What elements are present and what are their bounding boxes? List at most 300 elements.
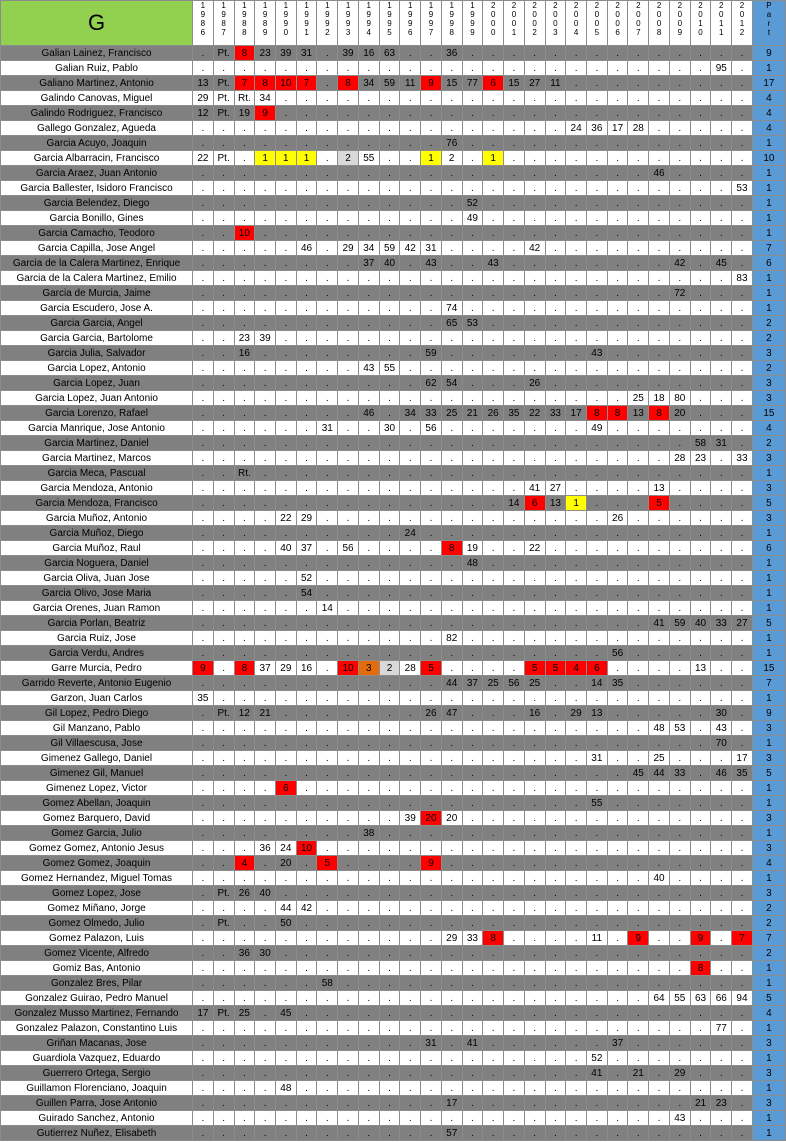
result-cell: . xyxy=(234,241,255,256)
result-cell: . xyxy=(483,661,504,676)
result-cell: . xyxy=(400,1111,421,1126)
result-cell: . xyxy=(421,1021,442,1036)
result-cell: . xyxy=(193,826,214,841)
result-cell: . xyxy=(483,766,504,781)
result-cell: . xyxy=(690,76,711,91)
result-cell: . xyxy=(690,286,711,301)
result-cell: . xyxy=(483,586,504,601)
result-cell: . xyxy=(338,286,359,301)
result-cell: . xyxy=(483,166,504,181)
participation-count: 1 xyxy=(752,466,785,481)
result-cell: . xyxy=(317,256,338,271)
result-cell: . xyxy=(711,841,732,856)
result-cell: 82 xyxy=(441,631,462,646)
result-cell: . xyxy=(275,106,296,121)
result-cell: . xyxy=(358,451,379,466)
result-cell: . xyxy=(317,196,338,211)
result-cell: . xyxy=(317,406,338,421)
result-cell: Rt. xyxy=(234,466,255,481)
result-cell: . xyxy=(628,61,649,76)
result-cell: . xyxy=(421,331,442,346)
year-header-1999: 1 9 9 9 xyxy=(462,1,483,46)
result-cell: . xyxy=(296,346,317,361)
participation-count: 3 xyxy=(752,376,785,391)
person-name: Galindo Canovas, Miguel xyxy=(1,91,193,106)
table-row xyxy=(1,706,786,721)
result-cell: . xyxy=(400,361,421,376)
result-cell: . xyxy=(566,391,587,406)
result-cell: . xyxy=(234,61,255,76)
result-cell: . xyxy=(193,166,214,181)
result-cell: . xyxy=(483,1066,504,1081)
result-cell: 36 xyxy=(586,121,607,136)
result-cell: . xyxy=(358,226,379,241)
result-cell: 46 xyxy=(296,241,317,256)
result-cell: . xyxy=(296,481,317,496)
table-row xyxy=(1,481,786,496)
result-cell: . xyxy=(462,856,483,871)
result-cell: . xyxy=(275,1096,296,1111)
result-cell: . xyxy=(400,1006,421,1021)
result-cell: . xyxy=(586,616,607,631)
result-cell: . xyxy=(669,916,690,931)
person-name: Gimenez Gil, Manuel xyxy=(1,766,193,781)
result-cell: . xyxy=(607,601,628,616)
result-cell: . xyxy=(669,976,690,991)
result-cell: . xyxy=(566,1111,587,1126)
result-cell: . xyxy=(586,976,607,991)
result-cell: 25 xyxy=(524,676,545,691)
result-cell: . xyxy=(338,946,359,961)
table-row xyxy=(1,916,786,931)
result-cell: 83 xyxy=(732,271,753,286)
result-cell: . xyxy=(193,241,214,256)
result-cell: . xyxy=(483,1051,504,1066)
result-cell: . xyxy=(255,1006,276,1021)
result-cell: . xyxy=(669,541,690,556)
table-row xyxy=(1,676,786,691)
result-cell: . xyxy=(441,1051,462,1066)
result-cell: . xyxy=(504,541,525,556)
result-cell: . xyxy=(358,916,379,931)
year-header-2007: 2 0 0 7 xyxy=(628,1,649,46)
result-cell: . xyxy=(358,196,379,211)
participation-count: 3 xyxy=(752,391,785,406)
result-cell: . xyxy=(628,166,649,181)
result-cell: . xyxy=(607,841,628,856)
result-cell: . xyxy=(566,316,587,331)
result-cell: . xyxy=(545,271,566,286)
result-cell: . xyxy=(669,196,690,211)
result-cell: . xyxy=(234,376,255,391)
result-cell: . xyxy=(213,796,234,811)
result-cell: . xyxy=(421,601,442,616)
year-header-2003: 2 0 0 3 xyxy=(545,1,566,46)
result-cell: . xyxy=(338,631,359,646)
result-cell: . xyxy=(504,571,525,586)
result-cell: . xyxy=(524,1021,545,1036)
result-cell: . xyxy=(379,931,400,946)
result-cell: . xyxy=(358,586,379,601)
result-cell: . xyxy=(255,316,276,331)
result-cell: . xyxy=(524,331,545,346)
person-name: Gonzalez Palazon, Constantino Luis xyxy=(1,1021,193,1036)
result-cell: . xyxy=(296,331,317,346)
result-cell: . xyxy=(400,541,421,556)
table-row xyxy=(1,1126,786,1141)
participation-count: 4 xyxy=(752,106,785,121)
year-header-1995: 1 9 9 5 xyxy=(379,1,400,46)
participation-count: 7 xyxy=(752,241,785,256)
result-cell: . xyxy=(483,196,504,211)
result-cell: 25 xyxy=(628,391,649,406)
result-cell: . xyxy=(255,631,276,646)
result-cell: . xyxy=(607,916,628,931)
result-cell: . xyxy=(649,931,670,946)
result-cell: . xyxy=(483,946,504,961)
result-cell: . xyxy=(275,886,296,901)
result-cell: 54 xyxy=(441,376,462,391)
result-cell: . xyxy=(545,676,566,691)
year-header-2006: 2 0 0 6 xyxy=(607,1,628,46)
result-cell: . xyxy=(193,211,214,226)
result-cell: 42 xyxy=(524,241,545,256)
result-cell: . xyxy=(628,466,649,481)
result-cell: . xyxy=(545,766,566,781)
result-cell: . xyxy=(607,571,628,586)
result-cell: . xyxy=(669,1081,690,1096)
result-cell: . xyxy=(649,286,670,301)
participation-count: 1 xyxy=(752,181,785,196)
result-cell: . xyxy=(338,256,359,271)
result-cell: . xyxy=(690,841,711,856)
result-cell: . xyxy=(607,286,628,301)
result-cell: . xyxy=(338,331,359,346)
result-cell: . xyxy=(607,586,628,601)
result-cell: . xyxy=(669,1096,690,1111)
result-cell: . xyxy=(711,511,732,526)
result-cell: . xyxy=(317,511,338,526)
result-cell: . xyxy=(213,316,234,331)
result-cell: . xyxy=(711,331,732,346)
result-cell: . xyxy=(317,901,338,916)
result-cell: . xyxy=(462,1096,483,1111)
result-cell: . xyxy=(275,466,296,481)
result-cell: 35 xyxy=(607,676,628,691)
result-cell: . xyxy=(193,1111,214,1126)
result-cell: . xyxy=(358,1036,379,1051)
result-cell: . xyxy=(296,376,317,391)
result-cell: . xyxy=(483,511,504,526)
result-cell: . xyxy=(483,496,504,511)
result-cell: . xyxy=(213,751,234,766)
result-cell: . xyxy=(317,766,338,781)
result-cell: . xyxy=(296,1081,317,1096)
result-cell: . xyxy=(545,811,566,826)
result-cell: . xyxy=(317,271,338,286)
result-cell: . xyxy=(566,1051,587,1066)
result-cell: . xyxy=(462,961,483,976)
result-cell: . xyxy=(213,1111,234,1126)
result-cell: . xyxy=(711,931,732,946)
result-cell: . xyxy=(607,76,628,91)
result-cell: . xyxy=(193,271,214,286)
result-cell: . xyxy=(400,226,421,241)
result-cell: . xyxy=(649,1111,670,1126)
result-cell: . xyxy=(607,1081,628,1096)
person-name: Garcia Escudero, Jose A. xyxy=(1,301,193,316)
result-cell: . xyxy=(586,916,607,931)
result-cell: . xyxy=(296,211,317,226)
result-cell: . xyxy=(649,901,670,916)
participation-count: 1 xyxy=(752,226,785,241)
result-cell: . xyxy=(649,781,670,796)
result-cell: . xyxy=(524,736,545,751)
result-cell: . xyxy=(504,1021,525,1036)
result-cell: . xyxy=(566,211,587,226)
result-cell: . xyxy=(524,901,545,916)
result-cell: . xyxy=(421,571,442,586)
result-cell: . xyxy=(255,571,276,586)
result-cell: . xyxy=(400,871,421,886)
result-cell: . xyxy=(358,706,379,721)
result-cell: . xyxy=(711,796,732,811)
result-cell: . xyxy=(462,571,483,586)
result-cell: . xyxy=(338,1021,359,1036)
result-cell: . xyxy=(400,556,421,571)
result-cell: . xyxy=(400,946,421,961)
result-cell: . xyxy=(421,91,442,106)
result-cell: . xyxy=(628,646,649,661)
result-cell: . xyxy=(213,961,234,976)
result-cell: . xyxy=(607,1066,628,1081)
result-cell: . xyxy=(607,1096,628,1111)
result-cell: . xyxy=(483,751,504,766)
table-row xyxy=(1,1066,786,1081)
result-cell: 94 xyxy=(732,991,753,1006)
result-cell: . xyxy=(628,181,649,196)
result-cell: . xyxy=(400,796,421,811)
result-cell: . xyxy=(690,676,711,691)
result-cell: . xyxy=(213,301,234,316)
result-cell: . xyxy=(338,586,359,601)
result-cell: . xyxy=(379,586,400,601)
result-cell: . xyxy=(379,451,400,466)
result-cell: . xyxy=(545,166,566,181)
result-cell: . xyxy=(483,541,504,556)
result-cell: . xyxy=(607,946,628,961)
result-cell: . xyxy=(255,916,276,931)
result-cell: . xyxy=(732,286,753,301)
table-row xyxy=(1,751,786,766)
result-cell: . xyxy=(545,631,566,646)
result-cell: . xyxy=(421,616,442,631)
result-cell: . xyxy=(400,391,421,406)
result-cell: . xyxy=(483,706,504,721)
result-cell: . xyxy=(711,961,732,976)
result-cell: . xyxy=(234,766,255,781)
result-cell: . xyxy=(193,796,214,811)
result-cell: . xyxy=(441,1036,462,1051)
result-cell: . xyxy=(421,976,442,991)
result-cell: . xyxy=(586,316,607,331)
result-cell: . xyxy=(545,871,566,886)
result-cell: . xyxy=(213,541,234,556)
result-cell: . xyxy=(711,406,732,421)
result-cell: 25 xyxy=(441,406,462,421)
result-cell: . xyxy=(586,181,607,196)
result-cell: . xyxy=(338,346,359,361)
result-cell: . xyxy=(711,661,732,676)
result-cell: . xyxy=(586,391,607,406)
result-cell: . xyxy=(649,976,670,991)
result-cell: 39 xyxy=(255,331,276,346)
table-row xyxy=(1,61,786,76)
result-cell: 5 xyxy=(421,661,442,676)
result-cell: 26 xyxy=(483,406,504,421)
result-cell: . xyxy=(193,991,214,1006)
result-cell: . xyxy=(628,826,649,841)
result-cell: . xyxy=(504,361,525,376)
result-cell: . xyxy=(545,256,566,271)
result-cell: . xyxy=(338,721,359,736)
result-cell: . xyxy=(566,226,587,241)
result-cell: . xyxy=(400,316,421,331)
result-cell: . xyxy=(421,361,442,376)
result-cell: . xyxy=(628,91,649,106)
result-cell: . xyxy=(338,136,359,151)
result-cell: . xyxy=(649,91,670,106)
result-cell: . xyxy=(566,241,587,256)
result-cell: . xyxy=(275,91,296,106)
result-cell: 76 xyxy=(441,136,462,151)
result-cell: . xyxy=(255,256,276,271)
result-cell: . xyxy=(504,1081,525,1096)
result-cell: . xyxy=(690,226,711,241)
result-cell: . xyxy=(690,751,711,766)
result-cell: . xyxy=(483,646,504,661)
result-cell: . xyxy=(379,601,400,616)
result-cell: . xyxy=(462,466,483,481)
result-cell: . xyxy=(462,601,483,616)
result-cell: . xyxy=(441,451,462,466)
result-cell: . xyxy=(358,1081,379,1096)
result-cell: . xyxy=(586,571,607,586)
result-cell: . xyxy=(545,211,566,226)
table-row xyxy=(1,1051,786,1066)
result-cell: . xyxy=(690,481,711,496)
result-cell: . xyxy=(234,511,255,526)
result-cell: . xyxy=(421,886,442,901)
result-cell: . xyxy=(669,481,690,496)
result-cell: . xyxy=(400,151,421,166)
result-cell: . xyxy=(358,271,379,286)
result-cell: . xyxy=(545,931,566,946)
result-cell: . xyxy=(628,691,649,706)
result-cell: . xyxy=(649,436,670,451)
result-cell: . xyxy=(400,211,421,226)
result-cell: . xyxy=(441,886,462,901)
result-cell: . xyxy=(545,1036,566,1051)
result-cell: . xyxy=(421,196,442,211)
result-cell: . xyxy=(338,1051,359,1066)
result-cell: 26 xyxy=(524,376,545,391)
result-cell: . xyxy=(400,766,421,781)
result-cell: . xyxy=(483,136,504,151)
result-cell: . xyxy=(586,781,607,796)
result-cell: . xyxy=(379,211,400,226)
result-cell: . xyxy=(690,421,711,436)
result-cell: . xyxy=(213,61,234,76)
result-cell: . xyxy=(213,976,234,991)
result-cell: . xyxy=(545,421,566,436)
result-cell: . xyxy=(255,691,276,706)
result-cell: . xyxy=(545,226,566,241)
result-cell: . xyxy=(275,361,296,376)
result-cell: . xyxy=(566,586,587,601)
result-cell: . xyxy=(504,706,525,721)
result-cell: . xyxy=(483,856,504,871)
result-cell: . xyxy=(338,1036,359,1051)
result-cell: . xyxy=(296,136,317,151)
result-cell: 46 xyxy=(358,406,379,421)
result-cell: . xyxy=(462,391,483,406)
result-cell: . xyxy=(711,376,732,391)
result-cell: . xyxy=(296,871,317,886)
result-cell: . xyxy=(338,391,359,406)
result-cell: 63 xyxy=(690,991,711,1006)
result-cell: . xyxy=(649,571,670,586)
person-name: Garcia Verdu, Andres xyxy=(1,646,193,661)
result-cell: . xyxy=(732,511,753,526)
result-cell: . xyxy=(421,946,442,961)
result-cell: . xyxy=(524,316,545,331)
result-cell: . xyxy=(296,706,317,721)
participation-count: 3 xyxy=(752,811,785,826)
result-cell: . xyxy=(607,421,628,436)
result-cell: . xyxy=(669,841,690,856)
result-cell: . xyxy=(441,781,462,796)
result-cell: . xyxy=(234,1096,255,1111)
result-cell: . xyxy=(255,871,276,886)
result-cell: . xyxy=(421,1081,442,1096)
person-name: Gallego Gonzalez, Agueda xyxy=(1,121,193,136)
result-cell: . xyxy=(524,841,545,856)
result-cell: . xyxy=(255,226,276,241)
result-cell: . xyxy=(234,781,255,796)
result-cell: . xyxy=(213,811,234,826)
result-cell: . xyxy=(483,691,504,706)
result-cell: 8 xyxy=(649,406,670,421)
person-name: Garcia Martinez, Marcos xyxy=(1,451,193,466)
result-cell: . xyxy=(338,871,359,886)
result-cell: . xyxy=(400,571,421,586)
result-cell: . xyxy=(255,271,276,286)
result-cell: . xyxy=(504,91,525,106)
result-cell: . xyxy=(317,811,338,826)
result-cell: . xyxy=(566,901,587,916)
person-name: Garcia Ruiz, Jose xyxy=(1,631,193,646)
result-cell: . xyxy=(504,811,525,826)
result-cell: . xyxy=(649,271,670,286)
result-cell: . xyxy=(296,61,317,76)
result-cell: . xyxy=(628,991,649,1006)
result-cell: . xyxy=(255,391,276,406)
result-cell: . xyxy=(690,106,711,121)
result-cell: . xyxy=(317,136,338,151)
year-header-1998: 1 9 9 8 xyxy=(441,1,462,46)
result-cell: . xyxy=(317,931,338,946)
